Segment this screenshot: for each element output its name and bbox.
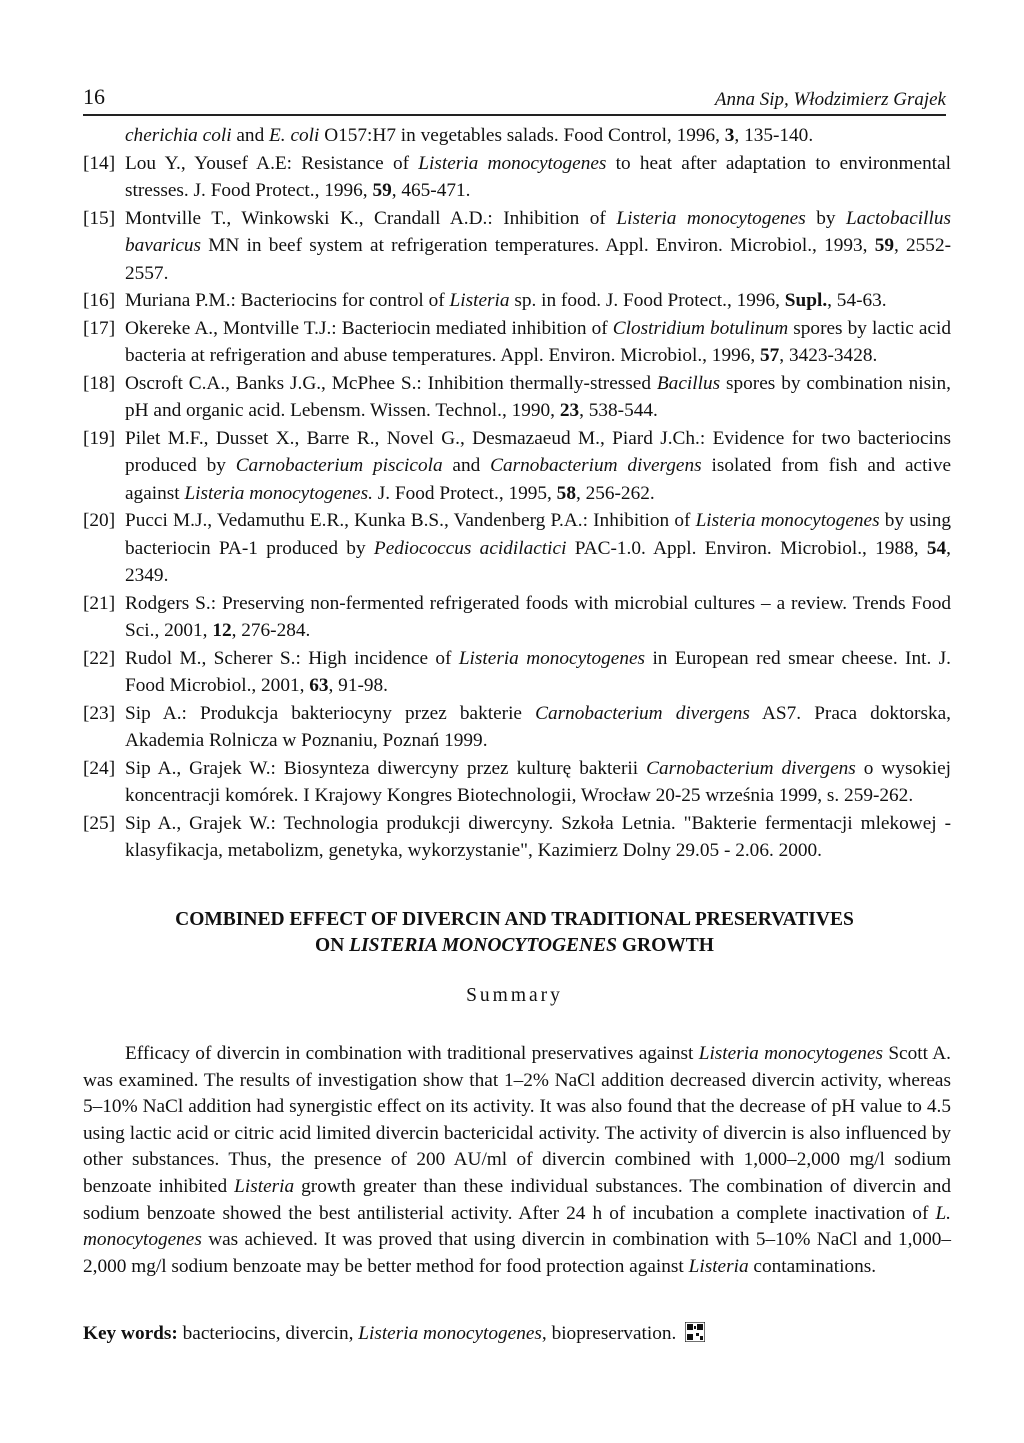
reference-text-segment: by — [805, 207, 847, 229]
reference-text-segment: cherichia coli — [125, 125, 232, 146]
title-organism: LISTERIA MONOCYTOGENES — [349, 935, 617, 956]
reference-item — [83, 810, 951, 865]
reference-number: [25] — [83, 812, 116, 834]
reference-text-segment: , 538-544. — [579, 400, 658, 421]
reference-text-segment: 57 — [760, 345, 780, 366]
reference-text-segment: by using bacteriocin PA-1 produced by — [125, 510, 951, 559]
reference-text-segment: spores by lactic acid bacteria at refrigeration and abuse temperatures. Appl. Environ. Microbiol., 1996, — [125, 317, 951, 366]
reference-text-segment: Montville T., Winkowski K., Crandall A.D.: Inhibition of — [125, 207, 617, 229]
reference-item — [83, 425, 951, 508]
page-number: 16 — [83, 84, 105, 109]
abstract-text-segment: contaminations. — [748, 1255, 877, 1277]
abstract-text-segment: growth greater than these individual substances. The combination of divercin and sodium benzoate showed the best antilisterial activity. After 24 h of incubation a complete inactivation of — [83, 1175, 951, 1224]
reference-text-segment: Oscroft C.A., Banks J.G., McPhee S.: Inhibition thermally-stressed — [125, 372, 657, 394]
reference-number: [15] — [83, 207, 116, 229]
reference-item — [83, 122, 951, 150]
reference-number: [20] — [83, 510, 116, 531]
keywords-line — [83, 1320, 951, 1347]
reference-text-segment: , 2349. — [125, 537, 951, 586]
page-header — [83, 84, 946, 116]
reference-number: [19] — [83, 427, 116, 449]
reference-item — [83, 755, 951, 810]
title-prefix: ON — [315, 935, 350, 956]
keywords-text — [178, 1323, 677, 1344]
reference-text-segment: Carnobacterium divergens — [490, 455, 702, 476]
reference-text-segment: 3 — [724, 125, 735, 146]
reference-text-segment: 23 — [559, 400, 580, 421]
reference-number: [23] — [83, 702, 116, 724]
reference-text-segment: Listeria monocytogenes — [458, 647, 646, 669]
reference-number: [18] — [83, 372, 116, 394]
reference-number: [22] — [83, 647, 116, 669]
abstract-text-segment: L. monocytogenes — [83, 1202, 951, 1251]
reference-text-segment: , 2552-2557. — [125, 235, 952, 284]
reference-text-segment: Listeria monocytogenes — [418, 152, 607, 174]
abstract-text-segment: was achieved. It was proved that using divercin in combination with 5–10% NaCl and 1,000–2,000 mg/l sodium benzoate may be better method for food protection against — [83, 1229, 951, 1277]
reference-text-segment: Sip A., Grajek W.: Biosynteza diwercyny przez kulturę bakterii — [125, 757, 647, 779]
reference-text-segment: Carnobacterium divergens — [646, 757, 856, 779]
reference-text-segment: , 135-140. — [734, 125, 814, 146]
reference-item — [83, 700, 951, 755]
reference-text-segment: E. coli — [269, 125, 320, 146]
reference-text-segment: Lactobacillus bavaricus — [125, 207, 952, 256]
reference-number: [16] — [83, 290, 116, 311]
reference-text-segment: Listeria — [449, 290, 510, 311]
reference-text-segment: Okereke A., Montville T.J.: Bacteriocin mediated inhibition of — [125, 317, 613, 339]
reference-text-segment: Supl. — [784, 290, 828, 311]
reference-item — [83, 315, 951, 370]
reference-text-segment: 58 — [556, 482, 576, 504]
reference-number: [14] — [83, 152, 116, 174]
reference-number: [17] — [83, 317, 116, 339]
qr-code-icon — [685, 1322, 705, 1342]
reference-text-segment: spores by combination nisin, pH and organic acid. Lebensm. Wissen. Technol., 1990, — [125, 372, 951, 421]
reference-text-segment: Listeria monocytogenes. — [184, 482, 373, 504]
reference-text-segment: Pilet M.F., Dusset X., Barre R., Novel G., Desmazaeud M., Piard J.Ch.: Evidence for two bacteriocins produced by — [125, 427, 951, 476]
reference-text-segment: J. Food Protect., 1995, — [372, 482, 557, 504]
reference-text-segment: o wysokiej koncentracji komórek. I Krajowy Kongres Biotechnologii, Wrocław 20-25 września 1999, s. 259-262. — [125, 757, 952, 806]
reference-text-segment: in European red smear cheese. Int. J. Food Microbiol., 2001, — [125, 647, 951, 696]
reference-text-segment: , 91-98. — [328, 675, 388, 696]
reference-text-segment: AS7. Praca doktorska, Akademia Rolnicza w Poznaniu, Poznań 1999. — [125, 702, 952, 751]
english-title — [83, 907, 946, 959]
abstract-text-segment: Listeria — [688, 1255, 749, 1277]
reference-text-segment: Bacillus — [656, 372, 721, 394]
title-suffix: GROWTH — [617, 935, 714, 956]
reference-text-segment: Muriana P.M.: Bacteriocins for control of — [125, 290, 450, 311]
reference-text-segment: 54 — [926, 537, 947, 559]
running-head: Anna Sip, Włodzimierz Grajek — [714, 89, 946, 110]
reference-text-segment: 63 — [309, 675, 329, 696]
reference-text-segment: and — [231, 125, 270, 146]
reference-item — [83, 287, 951, 315]
english-title-line1: COMBINED EFFECT OF DIVERCIN AND TRADITIONAL PRESERVATIVES — [175, 909, 854, 930]
reference-text-segment: , 54-63. — [827, 290, 887, 311]
reference-text-segment: PAC-1.0. Appl. Environ. Microbiol., 1988, — [566, 537, 927, 559]
abstract-paragraph — [83, 1041, 951, 1280]
reference-text-segment: to heat after adaptation to environmental stresses. J. Food Protect., 1996, — [125, 152, 951, 201]
reference-text-segment: 59 — [372, 180, 392, 201]
reference-text-segment: 59 — [874, 235, 894, 256]
keywords-segment: bacteriocins, divercin, — [177, 1323, 359, 1344]
abstract-text-segment: Listeria — [234, 1175, 295, 1197]
reference-list — [83, 122, 951, 865]
reference-text-segment: Lou Y., Yousef A.E: Resistance of — [125, 152, 419, 174]
reference-text-segment: isolated from fish and active against — [125, 455, 952, 504]
keywords-segment: Listeria monocytogenes — [358, 1323, 542, 1344]
abstract-text-segment: Efficacy of divercin in combination with traditional preservatives against — [125, 1043, 699, 1064]
keywords-label: Key words: — [83, 1323, 178, 1344]
reference-item — [83, 645, 951, 700]
reference-text-segment: Pucci M.J., Vedamuthu E.R., Kunka B.S., Vandenberg P.A.: Inhibition of — [125, 510, 696, 531]
reference-text-segment: Sip A., Grajek W.: Technologia produkcji diwercyny. Szkoła Letnia. "Bakterie fermentacji mlekowej - klasyfikacja, metabolizm, genetyka, wykorzystanie", Kazimierz Dolny 29.05 - 2.06. 2000. — [125, 812, 951, 861]
reference-text-segment: Listeria monocytogenes — [695, 510, 880, 531]
reference-text-segment: MN in beef system at refrigeration temperatures. Appl. Environ. Microbiol., 1993, — [201, 235, 875, 256]
reference-number: [24] — [83, 757, 116, 779]
reference-text-segment: , 276-284. — [231, 620, 311, 641]
reference-text-segment: Carnobacterium piscicola — [235, 455, 443, 476]
reference-text-segment: Sip A.: Produkcja bakteriocyny przez bakterie — [125, 702, 536, 724]
reference-text-segment: sp. in food. J. Food Protect., 1996, — [509, 290, 785, 311]
reference-item — [83, 507, 951, 590]
reference-text-segment: Clostridium botulinum — [612, 317, 789, 339]
reference-text-segment: , 465-471. — [391, 180, 471, 201]
reference-item — [83, 205, 951, 288]
reference-text-segment: Rudol M., Scherer S.: High incidence of — [125, 647, 459, 669]
english-title-line2 — [83, 933, 946, 959]
reference-item — [83, 150, 951, 205]
reference-text-segment: O157:H7 in vegetables salads. Food Control, 1996, — [319, 125, 725, 146]
reference-text-segment: , 3423-3428. — [779, 345, 878, 366]
summary-heading: Summary — [466, 985, 563, 1006]
reference-text-segment: , 256-262. — [575, 482, 655, 504]
reference-text-segment: 12 — [212, 620, 232, 641]
reference-text-segment: Listeria monocytogenes — [616, 207, 806, 229]
reference-item — [83, 370, 951, 425]
reference-number: [21] — [83, 592, 116, 614]
abstract-text-segment: Scott A. was examined. The results of investigation show that 1–2% NaCl addition decreased divercin activity, whereas 5–10% NaCl addition had synergistic effect on its activity. It was also found that the decrease of pH value to 4.5 using lactic acid or citric acid limited divercin bactericidal activity. The activity of divercin is also influenced by other substances. Thus, the presence of 200 AU/ml of divercin combined with 1,000–2,000 mg/l sodium benzoate inhibited — [83, 1043, 952, 1197]
abstract-text-segment: Listeria monocytogenes — [698, 1043, 883, 1064]
reference-text-segment: Pediococcus acidilactici — [373, 537, 567, 559]
keywords-segment: , biopreservation. — [541, 1323, 677, 1344]
reference-text-segment: and — [442, 455, 491, 476]
reference-text-segment: Rodgers S.: Preserving non-fermented refrigerated foods with microbial cultures – a review. Trends Food Sci., 2001, — [125, 592, 951, 641]
reference-item — [83, 590, 951, 645]
reference-text-segment: Carnobacterium divergens — [535, 702, 750, 724]
